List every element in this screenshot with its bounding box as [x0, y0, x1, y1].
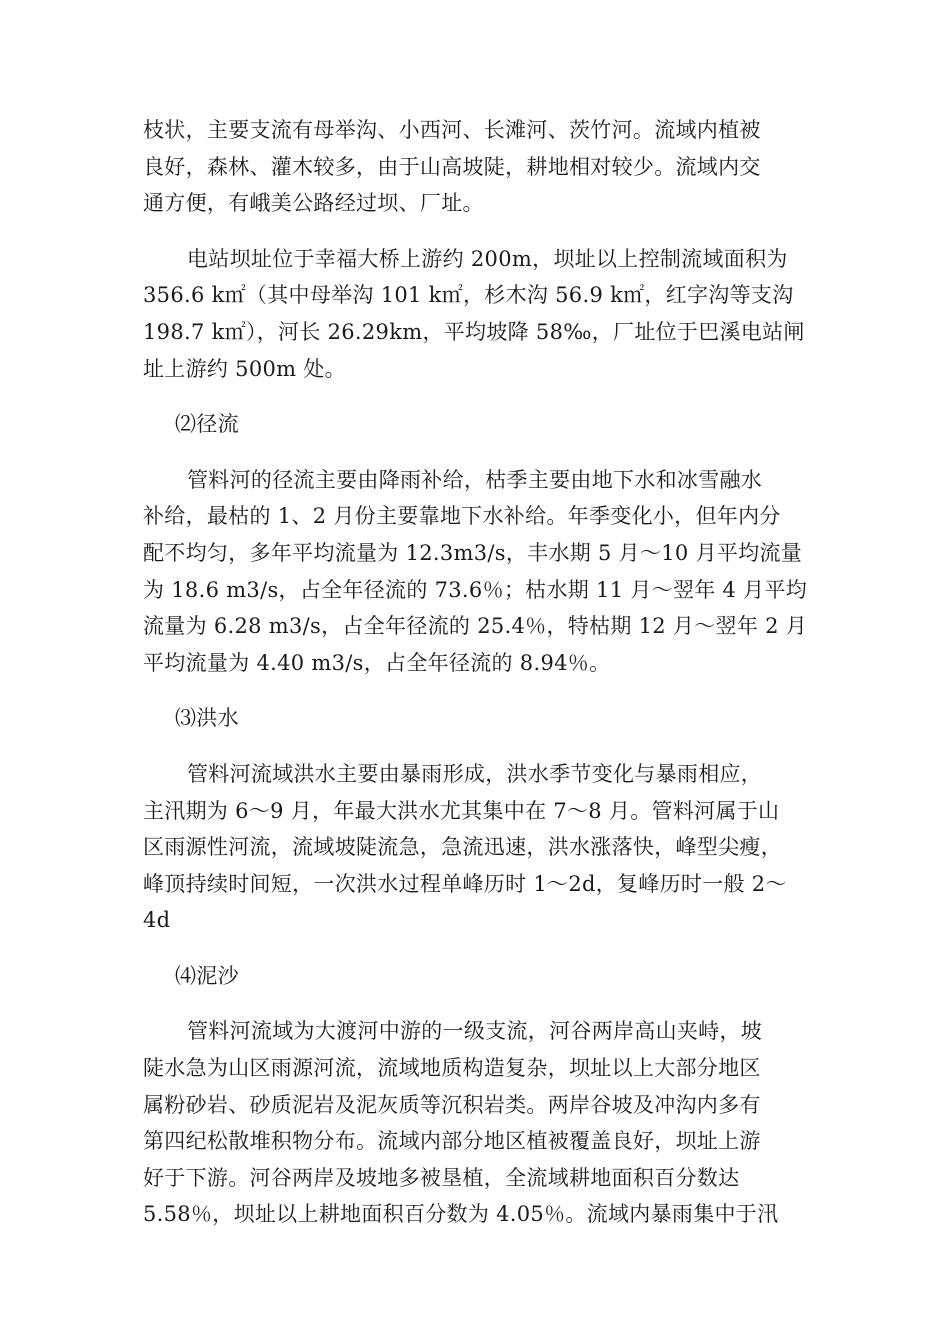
- text-line: 陡水急为山区雨源河流，流域地质构造复杂，坝址以上大部分地区: [143, 1056, 761, 1081]
- text-line: 356.6 k㎡（其中母举沟 101 k㎡，杉木沟 56.9 k㎡，红字沟等支沟: [143, 283, 794, 308]
- text-line: 管料河流域洪水主要由暴雨形成，洪水季节变化与暴雨相应，: [187, 761, 763, 786]
- text-line: 枝状，主要支流有母举沟、小西河、长滩河、茨竹河。流域内植被: [143, 118, 761, 142]
- section-heading-sediment: ⑷泥沙: [175, 963, 239, 988]
- text-line: 址上游约 500m 处。: [143, 356, 346, 381]
- text-line: 平均流量为 4.40 m3/s，占全年径流的 8.94％。: [143, 650, 611, 675]
- paragraph-basin-overview: [143, 112, 809, 222]
- text-line: 好于下游。河谷两岸及坡地多被垦植，全流域耕地面积百分数达: [143, 1165, 740, 1190]
- text-line: 第四纪松散堆积物分布。流域内部分地区植被覆盖良好，坝址上游: [143, 1129, 761, 1154]
- document-page: [143, 112, 809, 1252]
- text-line: 为 18.6 m3/s，占全年径流的 73.6％；枯水期 11 月～翌年 4 月平均: [143, 577, 808, 602]
- text-line: 5.58％，坝址以上耕地面积百分数为 4.05％。流域内暴雨集中于汛: [143, 1202, 779, 1227]
- paragraph-sediment: [143, 1013, 809, 1233]
- text-line: 良好，森林、灌木较多，由于山高坡陡，耕地相对较少。流域内交: [143, 154, 761, 179]
- text-line: 补给，最枯的 1、2 月份主要靠地下水补给。年季变化小，但年内分: [143, 504, 781, 529]
- section-heading-runoff: ⑵径流: [175, 412, 239, 437]
- text-line: 通方便，有峨美公路经过坝、厂址。: [143, 191, 484, 216]
- text-line: 区雨源性河流，流域坡陡流急，急流迅速，洪水涨落快，峰型尖瘦，: [143, 835, 782, 860]
- text-line: 配不均匀，多年平均流量为 12.3m3/s，丰水期 5 月～10 月平均流量: [143, 540, 803, 565]
- section-heading-flood: ⑶洪水: [175, 706, 239, 731]
- text-line: 管料河流域为大渡河中游的一级支流，河谷两岸高山夹峙，坡: [187, 1019, 763, 1044]
- text-line: 主汛期为 6～9 月，年最大洪水尤其集中在 7～8 月。管料河属于山: [143, 798, 780, 823]
- paragraph-flood: [143, 756, 809, 939]
- text-line: 198.7 k㎡），河长 26.29km，平均坡降 58‰，厂址位于巴溪电站闸: [143, 319, 805, 344]
- text-line: 峰顶持续时间短，一次洪水过程单峰历时 1～2d，复峰历时一般 2～: [143, 871, 787, 896]
- paragraph-runoff: [143, 462, 809, 682]
- text-line: 流量为 6.28 m3/s，占全年径流的 25.4％，特枯期 12 月～翌年 2 月: [143, 614, 808, 639]
- text-line: 管料河的径流主要由降雨补给，枯季主要由地下水和冰雪融水: [187, 467, 763, 492]
- text-line: 电站坝址位于幸福大桥上游约 200m，坝址以上控制流域面积为: [187, 246, 788, 271]
- text-line: 属粉砂岩、砂质泥岩及泥灰质等沉积岩类。两岸谷坡及冲沟内多有: [143, 1092, 761, 1117]
- paragraph-dam-site: [143, 241, 809, 387]
- text-line: 4d: [143, 908, 171, 933]
